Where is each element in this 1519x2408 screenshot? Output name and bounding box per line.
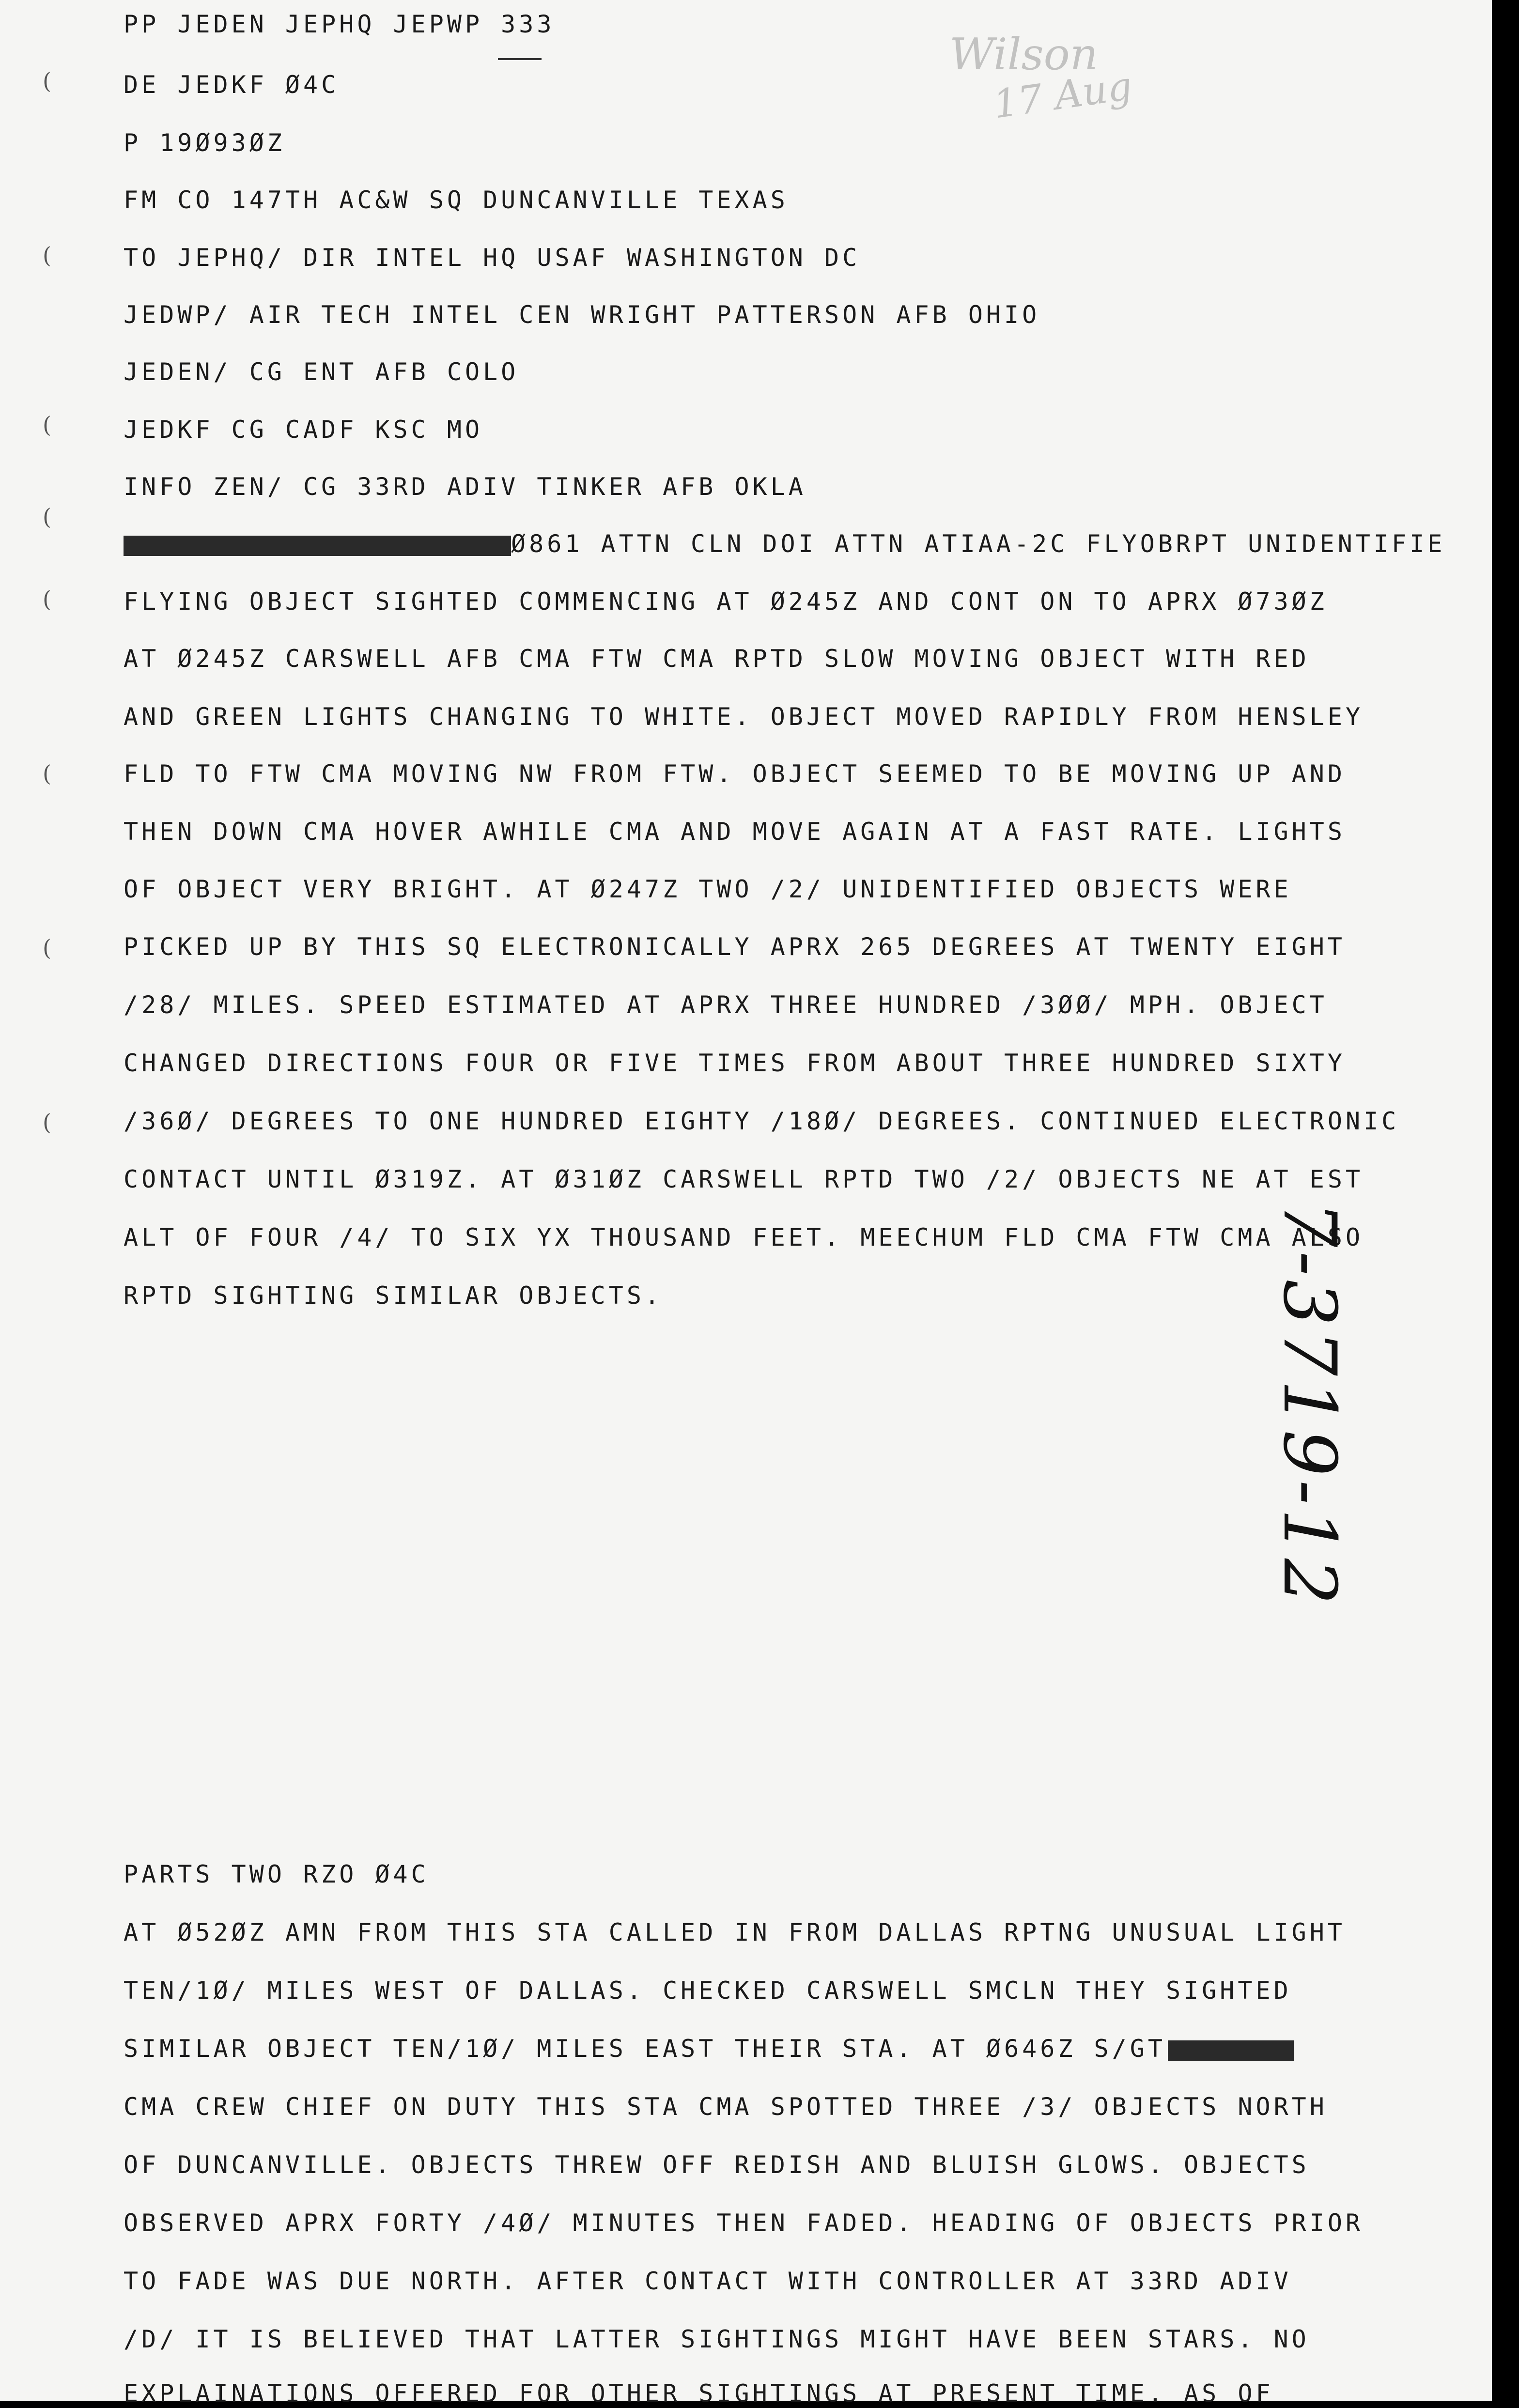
- handwritten-note-date: 17 Aug: [990, 63, 1135, 127]
- body-line: CMA CREW CHIEF ON DUTY THIS STA CMA SPOTTED THREE /3/ OBJECTS NORTH: [124, 2093, 1328, 2121]
- margin-mark: (: [43, 412, 51, 438]
- body-line-first: [124, 529, 1445, 558]
- body-line: FLD TO FTW CMA MOVING NW FROM FTW. OBJECT SEEMED TO BE MOVING UP AND: [124, 760, 1346, 788]
- body-line: AT Ø245Z CARSWELL AFB CMA FTW CMA RPTD SLOW MOVING OBJECT WITH RED: [124, 645, 1310, 673]
- margin-mark: (: [43, 242, 51, 268]
- body-line: /36Ø/ DEGREES TO ONE HUNDRED EIGHTY /18Ø/ DEGREES. CONTINUED ELECTRONIC: [124, 1107, 1400, 1135]
- routing-line: PP JEDEN JEPHQ JEPWP 333: [124, 10, 555, 38]
- addressee-line: JEDKF CG CADF KSC MO: [124, 416, 483, 444]
- body-line: /D/ IT IS BELIEVED THAT LATTER SIGHTINGS MIGHT HAVE BEEN STARS. NO: [124, 2325, 1310, 2353]
- addressee-line: JEDEN/ CG ENT AFB COLO: [124, 358, 519, 386]
- margin-mark: (: [43, 760, 51, 787]
- overstrike-mark: [498, 58, 542, 60]
- margin-mark: (: [43, 504, 51, 530]
- body-line: OF OBJECT VERY BRIGHT. AT Ø247Z TWO /2/ UNIDENTIFIED OBJECTS WERE: [124, 875, 1292, 903]
- body-line: FLYING OBJECT SIGHTED COMMENCING AT Ø245Z AND CONT ON TO APRX Ø73ØZ: [124, 587, 1328, 616]
- body-line: PICKED UP BY THIS SQ ELECTRONICALLY APRX 265 DEGREES AT TWENTY EIGHT: [124, 933, 1346, 961]
- handwritten-note-top: Wilson: [949, 29, 1098, 80]
- body-line: OF DUNCANVILLE. OBJECTS THREW OFF REDISH AND BLUISH GLOWS. OBJECTS: [124, 2151, 1310, 2179]
- margin-mark: (: [43, 1109, 51, 1135]
- addressee-line: TO JEPHQ/ DIR INTEL HQ USAF WASHINGTON DC: [124, 244, 861, 272]
- margin-mark: (: [43, 586, 51, 612]
- handwritten-file-number: 7-3719-12: [1267, 1201, 1351, 1609]
- body-text: SIMILAR OBJECT TEN/1Ø/ MILES EAST THEIR STA. AT Ø646Z S/GT: [124, 2035, 1166, 2063]
- body-line: AND GREEN LIGHTS CHANGING TO WHITE. OBJECT MOVED RAPIDLY FROM HENSLEY: [124, 703, 1364, 731]
- body-line: CHANGED DIRECTIONS FOUR OR FIVE TIMES FROM ABOUT THREE HUNDRED SIXTY: [124, 1049, 1346, 1077]
- de-line: DE JEDKF Ø4C: [124, 71, 340, 99]
- body-line: TEN/1Ø/ MILES WEST OF DALLAS. CHECKED CARSWELL SMCLN THEY SIGHTED: [124, 1976, 1292, 2005]
- margin-mark: (: [43, 935, 51, 961]
- margin-mark: (: [43, 68, 51, 94]
- body-line: TO FADE WAS DUE NORTH. AFTER CONTACT WITH CONTROLLER AT 33RD ADIV: [124, 2267, 1292, 2295]
- redaction-bar: [1168, 2040, 1294, 2061]
- part-two-heading: PARTS TWO RZO Ø4C: [124, 1860, 429, 1888]
- body-line: OBSERVED APRX FORTY /4Ø/ MINUTES THEN FADED. HEADING OF OBJECTS PRIOR: [124, 2209, 1364, 2237]
- body-line: ALT OF FOUR /4/ TO SIX YX THOUSAND FEET. MEECHUM FLD CMA FTW CMA ALSO: [124, 1223, 1364, 1251]
- body-line: AT Ø52ØZ AMN FROM THIS STA CALLED IN FROM DALLAS RPTNG UNUSUAL LIGHT: [124, 1918, 1346, 1946]
- body-text: Ø861 ATTN CLN DOI ATTN ATIAA-2C FLYOBRPT UNIDENTIFIE: [511, 530, 1446, 558]
- from-line: FM CO 147TH AC&W SQ DUNCANVILLE TEXAS: [124, 186, 789, 214]
- body-line: /28/ MILES. SPEED ESTIMATED AT APRX THREE HUNDRED /3ØØ/ MPH. OBJECT: [124, 991, 1328, 1019]
- redaction-bar: [124, 536, 511, 556]
- scan-border: [1492, 0, 1519, 2401]
- addressee-line: JEDWP/ AIR TECH INTEL CEN WRIGHT PATTERSON AFB OHIO: [124, 301, 1040, 329]
- body-line-cutoff: EXPLAINATIONS OFFERED FOR OTHER SIGHTINGS AT PRESENT TIME. AS OF: [124, 2379, 1274, 2408]
- body-line: RPTD SIGHTING SIMILAR OBJECTS.: [124, 1281, 663, 1310]
- body-line: CONTACT UNTIL Ø319Z. AT Ø31ØZ CARSWELL RPTD TWO /2/ OBJECTS NE AT EST: [124, 1165, 1364, 1193]
- addressee-line: INFO ZEN/ CG 33RD ADIV TINKER AFB OKLA: [124, 473, 806, 501]
- body-line: [124, 2034, 1294, 2063]
- dtg-line: P 19Ø93ØZ: [124, 129, 285, 157]
- body-line: THEN DOWN CMA HOVER AWHILE CMA AND MOVE AGAIN AT A FAST RATE. LIGHTS: [124, 818, 1346, 846]
